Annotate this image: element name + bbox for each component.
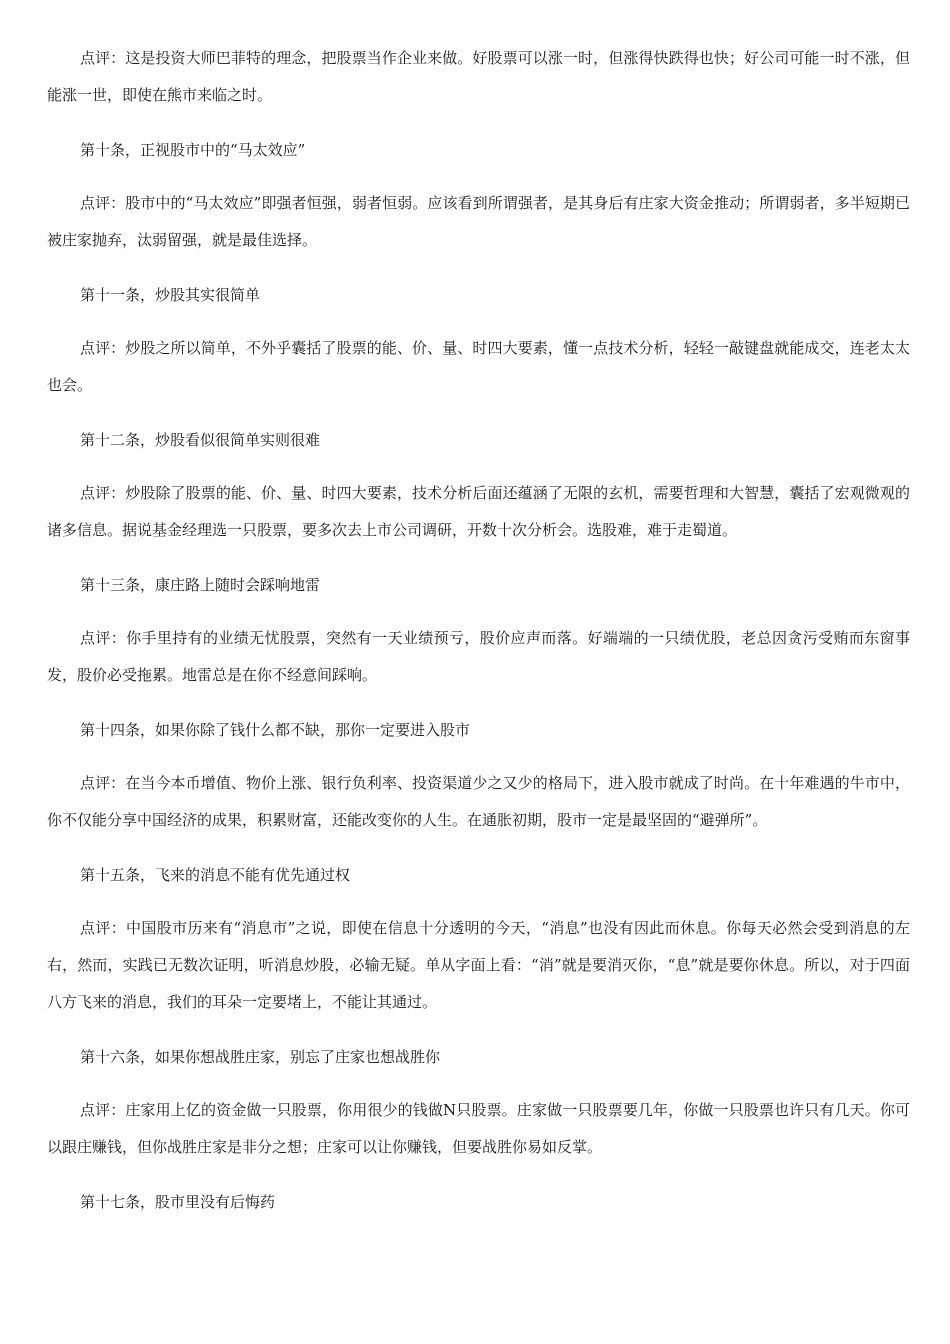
paragraph-heading: 第十三条，康庄路上随时会踩响地雷 [80,576,321,594]
paragraph-heading: 第十一条，炒股其实很简单 [80,286,261,304]
paragraph-comment: 点评：股市中的“马太效应”即强者恒强，弱者恒弱。应该看到所谓强者，是其身后有庄家大资金推动；所谓弱者，多半短期已被庄家抛弃，汰弱留强，就是最佳选择。 [47,194,910,249]
paragraph-heading: 第十五条，飞来的消息不能有优先通过权 [80,866,351,884]
paragraph-comment: 点评：炒股之所以简单，不外乎囊括了股票的能、价、量、时四大要素，懂一点技术分析，轻轻一敲键盘就能成交，连老太太也会。 [47,339,910,394]
document-page [47,40,910,1237]
paragraph-heading: 第十四条，如果你除了钱什么都不缺，那你一定要进入股市 [80,721,471,739]
paragraph-heading: 第十二条，炒股看似很简单实则很难 [80,431,321,449]
paragraph-heading: 第十七条，股市里没有后悔药 [80,1193,276,1211]
paragraph-comment: 点评：炒股除了股票的能、价、量、时四大要素，技术分析后面还蕴涵了无限的玄机，需要哲理和大智慧，囊括了宏观微观的诸多信息。据说基金经理选一只股票，要多次去上市公司调研，开数十次分析会。选股难，难于走蜀道。 [47,484,910,539]
paragraph-comment: 点评：在当今本币增值、物价上涨、银行负利率、投资渠道少之又少的格局下，进入股市就成了时尚。在十年难遇的牛市中，你不仅能分享中国经济的成果，积累财富，还能改变你的人生。在通胀初期，股市一定是最坚固的“避弹所”。 [47,774,910,829]
paragraph-heading: 第十六条，如果你想战胜庄家，别忘了庄家也想战胜你 [80,1048,441,1066]
paragraph-comment: 点评：这是投资大师巴菲特的理念，把股票当作企业来做。好股票可以涨一时，但涨得快跌得也快；好公司可能一时不涨，但能涨一世，即使在熊市来临之时。 [47,49,910,104]
paragraph-heading: 第十条，正视股市中的“马太效应” [80,141,306,159]
paragraph-comment: 点评：中国股市历来有“消息市”之说，即使在信息十分透明的今天，“消息”也没有因此而休息。你每天必然会受到消息的左右，然而，实践已无数次证明，听消息炒股，必输无疑。单从字面上看：“消”就是要消灭你，“息”就是要你休息。所以，对于四面八方飞来的消息，我们的耳朵一定要堵上，不能让其通过。 [47,919,910,1011]
paragraph-comment: 点评：庄家用上亿的资金做一只股票，你用很少的钱做N只股票。庄家做一只股票要几年，你做一只股票也许只有几天。你可以跟庄赚钱，但你战胜庄家是非分之想；庄家可以让你赚钱，但要战胜你易如反掌。 [47,1101,910,1156]
paragraph-comment: 点评：你手里持有的业绩无忧股票，突然有一天业绩预亏，股价应声而落。好端端的一只绩优股，老总因贪污受贿而东窗事发，股价必受拖累。地雷总是在你不经意间踩响。 [47,629,910,684]
